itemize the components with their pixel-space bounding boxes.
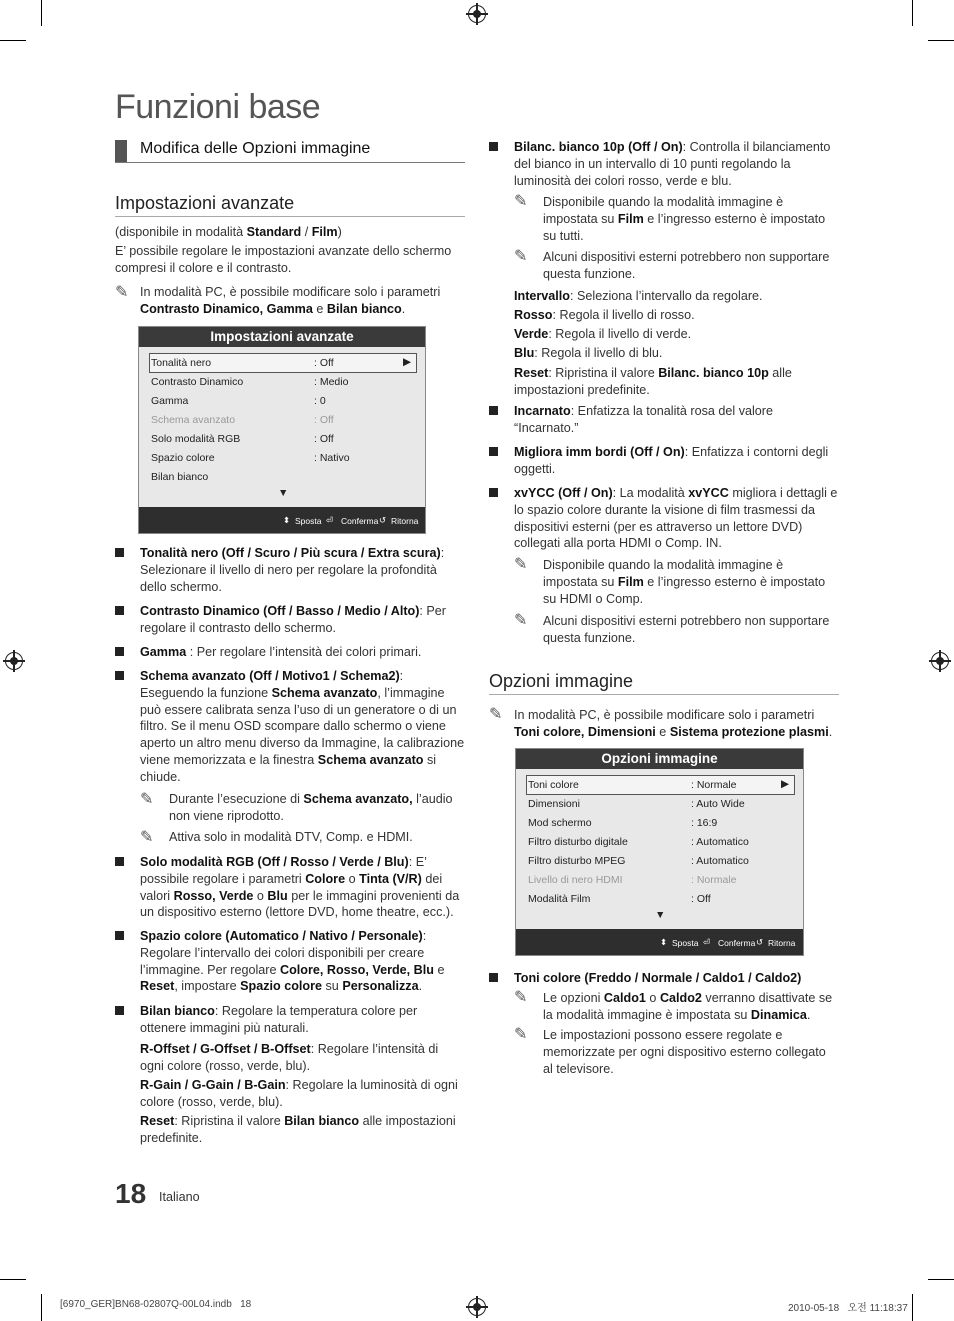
- note-icon: ✎: [489, 706, 503, 723]
- return-icon: ↺: [379, 515, 387, 525]
- menu-row-label[interactable]: Filtro disturbo digitale: [528, 836, 628, 848]
- menu-title: Opzioni immagine: [516, 749, 803, 769]
- menu-row-value[interactable]: : Auto Wide: [691, 798, 745, 810]
- menu-row-label[interactable]: Spazio colore: [151, 452, 215, 464]
- menu-row-label[interactable]: Toni colore: [528, 779, 579, 791]
- note-xvycc-devices: Alcuni dispositivi esterni potrebbero non supportare questa funzione.: [543, 614, 830, 645]
- menu-footer: [516, 929, 803, 955]
- registration-mark-icon: [468, 5, 486, 23]
- note-toni-caldo: Le opzioni Caldo1 o Caldo2 verranno disattivate se la modalità immagine è impostata su Dinamica.: [543, 991, 833, 1022]
- sub-intervallo: Intervallo: Seleziona l’intervallo da regolare.: [514, 289, 763, 303]
- bullet-contrasto-dinamico: Contrasto Dinamico (Off / Basso / Medio / Alto): Per regolare il contrasto dello schermo.: [140, 604, 447, 635]
- heading-impostazioni-avanzate: Impostazioni avanzate: [115, 193, 295, 213]
- sub-blu: Blu: Regola il livello di blu.: [514, 346, 663, 360]
- menu-row-label[interactable]: Tonalità nero: [151, 357, 212, 369]
- note-icon: ✎: [514, 612, 528, 629]
- note-schema-dtv: Attiva solo in modalità DTV, Comp. e HDMI.: [169, 830, 413, 844]
- section-rule: [115, 162, 465, 163]
- bullet: [489, 447, 498, 456]
- menu-row-label: Schema avanzato: [151, 414, 236, 426]
- menu-row-value[interactable]: : Medio: [314, 376, 349, 388]
- menu-row-label[interactable]: Mod schermo: [528, 817, 592, 829]
- heading-opzioni-immagine: Opzioni immagine: [489, 671, 634, 691]
- bullet-incarnato: Incarnato: Enfatizza la tonalità rosa del valore “Incarnato.”: [514, 404, 773, 435]
- footer-date: 2010-05-18 오전 11:18:37: [788, 1303, 908, 1314]
- menu-row-value[interactable]: : 16:9: [691, 817, 718, 829]
- sub-verde: Verde: Regola il livello di verde.: [514, 327, 692, 341]
- menu-row-value[interactable]: : Automatico: [691, 836, 749, 848]
- note-10p-devices: Alcuni dispositivi esterni potrebbero non supportare questa funzione.: [543, 250, 830, 281]
- crop-mark: [0, 40, 26, 41]
- note-pc-opzioni: In modalità PC, è possibile modificare solo i parametri Toni colore, Dimensioni e Sistema protezione plasmi.: [514, 708, 833, 739]
- crop-mark: [41, 1294, 42, 1321]
- crop-mark: [928, 40, 954, 41]
- sub-rosso: Rosso: Regola il livello di rosso.: [514, 308, 695, 322]
- footer-return: Ritorna: [391, 516, 419, 526]
- menu-row-value: : Normale: [691, 874, 737, 886]
- page-number: 18: [115, 1178, 147, 1209]
- bullet: [115, 647, 124, 656]
- registration-mark-icon: [931, 652, 949, 670]
- menu-row-label[interactable]: Filtro disturbo MPEG: [528, 855, 626, 867]
- crop-mark: [928, 1279, 954, 1280]
- footer-enter: Conferma: [718, 938, 756, 948]
- wb-offset: R-Offset / G-Offset / B-Offset: Regolare l’intensità di ogni colore (rosso, verde, blu).: [140, 1042, 439, 1073]
- menu-row-label[interactable]: Gamma: [151, 395, 189, 407]
- heading-rule: [115, 216, 465, 217]
- bullet-gamma: Gamma : Per regolare l’intensità dei colori primari.: [140, 645, 422, 659]
- bullet-tonalita-nero: Tonalità nero (Off / Scuro / Più scura / Extra scura): Selezionare il livello di nero per regolare la profondità dello schermo.: [140, 546, 445, 594]
- crop-mark: [0, 1279, 26, 1280]
- footer-move: Sposta: [295, 516, 322, 526]
- menu-row-label[interactable]: Modalità Film: [528, 893, 591, 905]
- bullet: [489, 406, 498, 415]
- intro-availability: (disponibile in modalità Standard / Film): [115, 225, 342, 239]
- note-icon: ✎: [140, 829, 154, 846]
- return-icon: ↺: [756, 937, 764, 947]
- note-xvycc-film: Disponibile quando la modalità immagine è impostata su Film e l’ingresso esterno è impostato su HDMI o Comp.: [543, 558, 826, 606]
- note-icon: ✎: [115, 284, 129, 301]
- bullet: [115, 671, 124, 680]
- enter-icon: ⏎: [326, 515, 334, 525]
- menu-row-label: Livello di nero HDMI: [528, 874, 623, 886]
- menu-arrow-right-icon: ▶: [781, 778, 790, 790]
- menu-row-value[interactable]: : Off: [314, 357, 334, 369]
- bullet-migliora-bordi: Migliora imm bordi (Off / On): Enfatizza i contorni degli oggetti.: [514, 445, 829, 476]
- menu-footer: [139, 507, 425, 533]
- section-marker: [115, 140, 127, 162]
- bullet: [115, 606, 124, 615]
- page-language: Italiano: [159, 1190, 200, 1204]
- note-10p-film: Disponibile quando la modalità immagine è impostata su Film e l’ingresso esterno è impostato su tutti.: [543, 195, 826, 243]
- bullet-spazio-colore: Spazio colore (Automatico / Nativo / Personale): Regolare l’intervallo dei colori disponibili per creare l’immagine. Per regolare Colore, Rosso, Verde, Blu e Reset, impostare Spazio colore su Personalizza.: [140, 929, 445, 994]
- bullet: [489, 488, 498, 497]
- move-icon: ⬍: [283, 515, 291, 525]
- note-pc: In modalità PC, è possibile modificare solo i parametri Contrasto Dinamico, Gamma e Bilan bianco.: [140, 285, 441, 316]
- page-title: Funzioni base: [115, 88, 321, 126]
- note-icon: ✎: [514, 248, 528, 265]
- menu-row-value[interactable]: : Off: [314, 433, 334, 445]
- section-title: Modifica delle Opzioni immagine: [140, 140, 371, 157]
- bullet: [115, 857, 124, 866]
- osd-menu-opzioni-immagine: [515, 748, 804, 956]
- menu-row-label[interactable]: Solo modalità RGB: [151, 433, 241, 445]
- menu-row-label[interactable]: Contrasto Dinamico: [151, 376, 244, 388]
- bullet: [489, 973, 498, 982]
- wb-gain: R-Gain / G-Gain / B-Gain: Regolare la luminosità di ogni colore (rosso, verde, blu).: [140, 1078, 458, 1109]
- heading-rule: [489, 694, 839, 695]
- menu-row-label[interactable]: Dimensioni: [528, 798, 580, 810]
- registration-mark-icon: [5, 652, 23, 670]
- bullet-bilanc-bianco-10p: Bilanc. bianco 10p (Off / On): Controlla il bilanciamento del bianco in un intervallo di 10 punti regolando la luminosità dei colori rosso, verde e blu.: [514, 140, 831, 188]
- intro-text: E’ possibile regolare le impostazioni avanzate dello schermo compresi il colore e il contrasto.: [115, 244, 452, 275]
- menu-row-value[interactable]: : Off: [691, 893, 711, 905]
- bullet-bilan-bianco: Bilan bianco: Regolare la temperatura colore per ottenere immagini più naturali.: [140, 1004, 418, 1035]
- footer-move: Sposta: [672, 938, 699, 948]
- menu-row-value[interactable]: : 0: [314, 395, 326, 407]
- footer-file: [6970_GER]BN68-02807Q-00L04.indb 18: [60, 1299, 252, 1310]
- menu-row-value: : Off: [314, 414, 334, 426]
- crop-mark: [912, 0, 913, 26]
- note-icon: ✎: [514, 989, 528, 1006]
- note-schema-audio: Durante l’esecuzione di Schema avanzato, l’audio non viene riprodotto.: [169, 792, 453, 823]
- menu-scroll-down-icon: ▼: [278, 487, 289, 499]
- note-toni-memorizzate: Le impostazioni possono essere regolate e memorizzate per ogni dispositivo esterno collegato al televisore.: [543, 1028, 826, 1076]
- menu-row-label[interactable]: Bilan bianco: [151, 471, 209, 483]
- note-icon: ✎: [514, 556, 528, 573]
- crop-mark: [41, 0, 42, 26]
- bullet: [115, 548, 124, 557]
- menu-row-value[interactable]: : Normale: [691, 779, 737, 791]
- bullet: [489, 142, 498, 151]
- osd-menu-impostazioni-avanzate: [138, 326, 426, 534]
- bullet-xvycc: xvYCC (Off / On): La modalità xvYCC migliora i dettagli e lo spazio colore durante la visione di film trasmessi da dispositivi esterni (per es attraverso un lettore DVD) collegati alla porta HDMI o Comp. IN.: [514, 486, 838, 551]
- bullet-schema-avanzato: Schema avanzato (Off / Motivo1 / Schema2): Eseguendo la funzione Schema avanzato, l’immagine può essere calibrata senza l’uso di un generatore o di un filtro. Se il menu OSD scompare dallo schermo o viene aperto un altro menu diverso da Immagine, la calibrazione viene memorizzata e la finestra Schema avanzato si chiude.: [140, 669, 465, 784]
- footer-return: Ritorna: [768, 938, 796, 948]
- bullet: [115, 1006, 124, 1015]
- crop-mark: [912, 1294, 913, 1321]
- bullet: [115, 931, 124, 940]
- menu-title: Impostazioni avanzate: [139, 327, 425, 347]
- bullet-toni-colore: Toni colore (Freddo / Normale / Caldo1 / Caldo2): [514, 971, 802, 985]
- note-icon: ✎: [514, 193, 528, 210]
- menu-row-value[interactable]: : Nativo: [314, 452, 350, 464]
- wb-reset: Reset: Ripristina il valore Bilan bianco alle impostazioni predefinite.: [140, 1114, 456, 1145]
- menu-scroll-down-icon: ▼: [655, 909, 666, 921]
- bullet-solo-rgb: Solo modalità RGB (Off / Rosso / Verde / Blu): E’ possibile regolare i parametri Colore o Tinta (V/R) dei valori Rosso, Verde o Blu per le immagini provenienti da un dispositivo esterno (lettore DVD, home theatre, ecc.).: [140, 855, 460, 920]
- registration-mark-icon: [468, 1298, 486, 1316]
- move-icon: ⬍: [660, 937, 668, 947]
- menu-arrow-right-icon: ▶: [403, 356, 412, 368]
- footer-enter: Conferma: [341, 516, 379, 526]
- note-icon: ✎: [140, 791, 154, 808]
- enter-icon: ⏎: [703, 937, 711, 947]
- sub-reset: Reset: Ripristina il valore Bilanc. bianco 10p alle impostazioni predefinite.: [514, 366, 792, 397]
- note-icon: ✎: [514, 1026, 528, 1043]
- menu-row-value[interactable]: : Automatico: [691, 855, 749, 867]
